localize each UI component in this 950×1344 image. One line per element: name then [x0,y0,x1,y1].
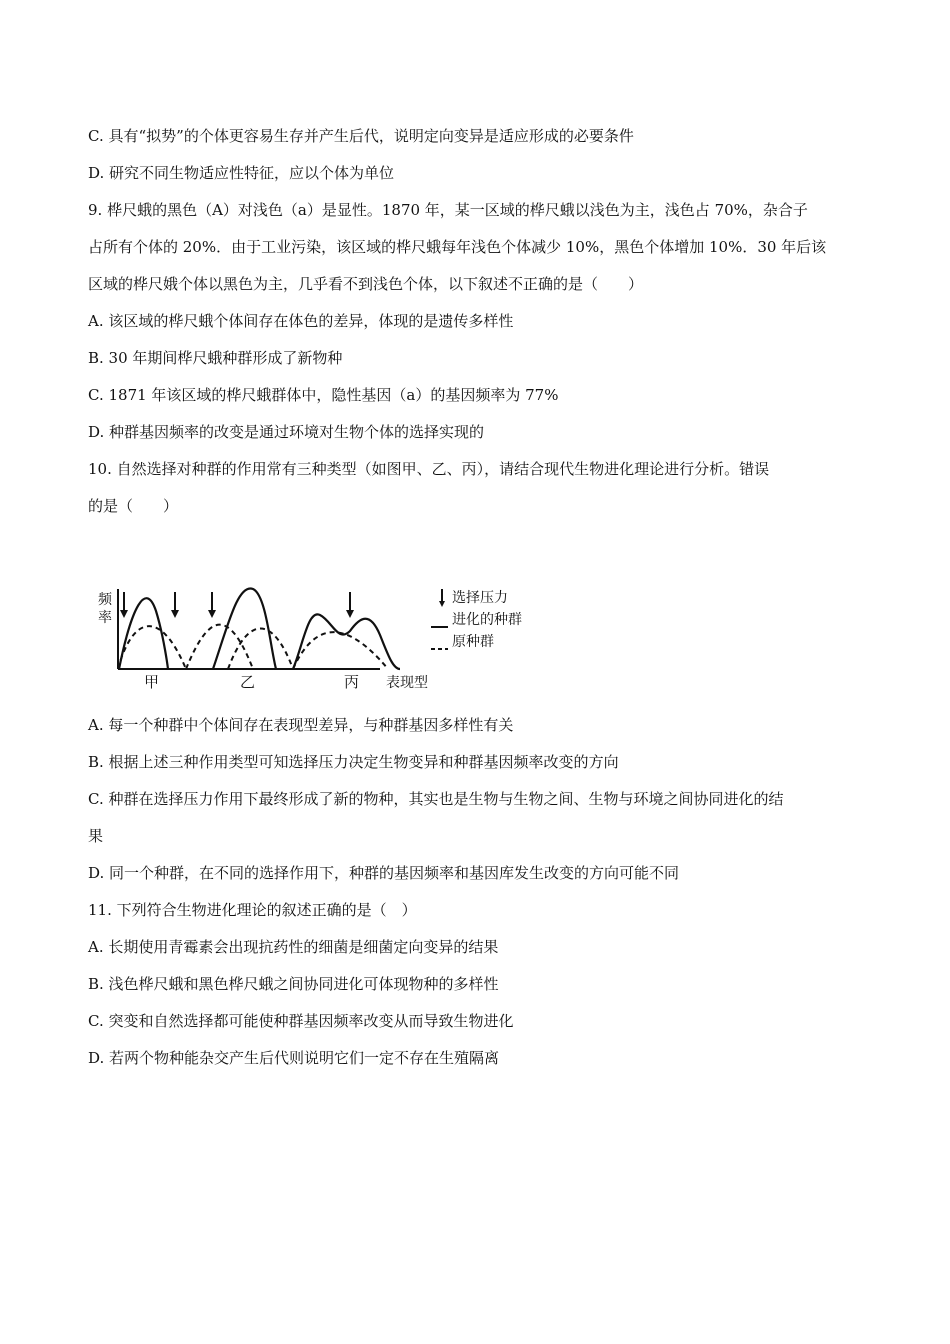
q9-stem-line2: 占所有个体的 20%．由于工业污染，该区域的桦尺蛾每年浅色个体减少 10%，黑色个体增加 10%．30 年后该 [88,238,827,256]
selection-types-figure [88,585,522,695]
selection-figure-svg [88,585,448,695]
exam-page [88,118,868,1077]
q10-option-d: D. 同一个种群，在不同的选择作用下，种群的基因频率和基因库发生改变的方向可能不同 [88,864,680,882]
label-jia: 甲 [144,673,160,691]
figure-legend [452,587,522,653]
q11-option-c: C. 突变和自然选择都可能使种群基因频率改变从而导致生物进化 [88,1012,514,1030]
q11-option-d: D. 若两个物种能杂交产生后代则说明它们一定不存在生殖隔离 [88,1049,500,1067]
legend-evolved-population: 进化的种群 [452,612,522,628]
bing-evolved-curve [293,614,400,669]
q9-stem-line1: 9. 桦尺蛾的黑色（A）对浅色（a）是显性。1870 年，某一区域的桦尺蛾以浅色为主，浅色占 70%，杂合子 [88,201,808,219]
q8-option-c: C. 具有“拟势”的个体更容易生存并产生后代，说明定向变异是适应形成的必要条件 [88,127,634,145]
q11-option-a: A. 长期使用青霉素会出现抗药性的细菌是细菌定向变异的结果 [88,938,499,956]
legend-arrow-head [439,601,445,607]
label-bing: 丙 [344,673,360,691]
q11-option-b: B. 浅色桦尺蛾和黑色桦尺蛾之间协同进化可体现物种的多样性 [88,975,499,993]
yi-arrow-head [208,610,216,618]
q9-option-c: C. 1871 年该区域的桦尺蛾群体中，隐性基因（a）的基因频率为 77% [88,386,559,404]
q9-option-b: B. 30 年期间桦尺蛾种群形成了新物种 [88,349,343,367]
q9-stem-line3: 区域的桦尺娥个体以黑色为主，几乎看不到浅色个体，以下叙述不正确的是（ ） [88,275,644,293]
q10-stem-line1: 10. 自然选择对种群的作用常有三种类型（如图甲、乙、丙），请结合现代生物进化理论进行分析。错误 [88,460,770,478]
q8-option-d: D. 研究不同生物适应性特征，应以个体为单位 [88,164,395,182]
q10-option-b: B. 根据上述三种作用类型可知选择压力决定生物变异和种群基因频率改变的方向 [88,753,619,771]
bing-arrow-head [346,610,354,618]
x-axis-label: 表现型 [386,675,428,691]
q10-option-c-line1: C. 种群在选择压力作用下最终形成了新的物种，其实也是生物与生物之间、生物与环境之间协同进化的结 [88,790,784,808]
q9-option-d: D. 种群基因频率的改变是通过环境对生物个体的选择实现的 [88,423,485,441]
q9-option-a: A. 该区域的桦尺蛾个体间存在体色的差异，体现的是遗传多样性 [88,312,514,330]
bing-original-curve [293,632,388,669]
y-axis-label-2: 率 [98,610,112,626]
q10-option-c-line2: 果 [88,827,104,845]
legend-selection-pressure: 选择压力 [452,590,508,606]
q10-stem-line2: 的是（ ） [88,497,179,515]
y-axis-label-1: 频 [98,592,112,608]
yi-evolved-curve [213,588,276,669]
legend-original-population: 原种群 [452,634,494,650]
yi-original-curve-right [228,629,293,670]
q11-stem: 11. 下列符合生物进化理论的叙述正确的是（ ） [88,901,417,919]
jia-arrow-right-head [171,610,179,618]
jia-evolved-curve [119,598,168,669]
jia-arrow-head [120,610,128,618]
q10-option-a: A. 每一个种群中个体间存在表现型差异，与种群基因多样性有关 [88,716,514,734]
label-yi: 乙 [240,673,256,691]
